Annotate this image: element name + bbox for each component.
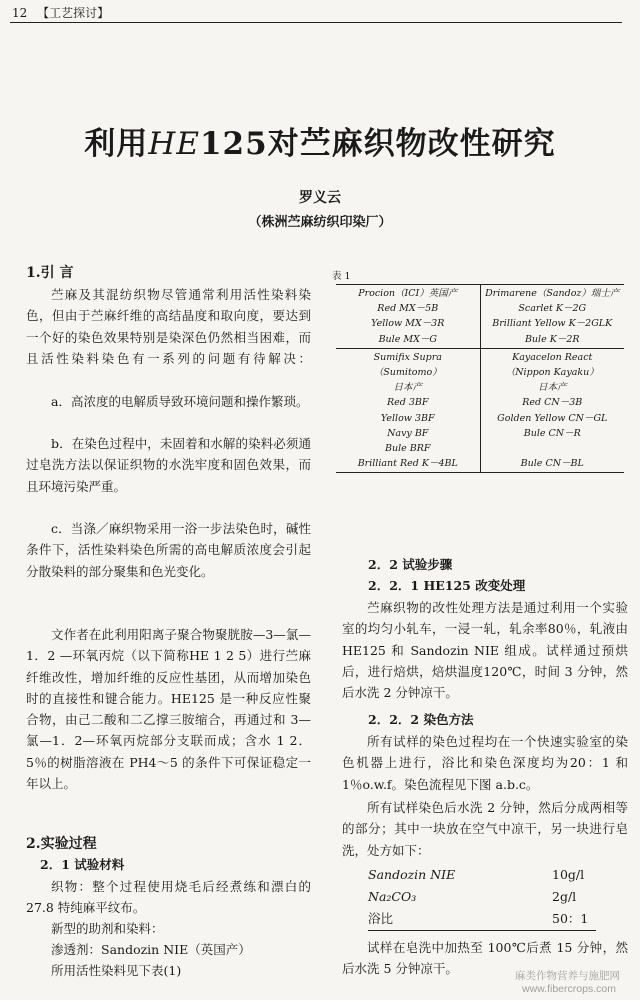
recipe-row: Na₂CO₃ 2g/l [368,889,577,904]
materials-fabric: 织物：整个过程使用烧毛后经煮练和漂白的 27.8 特纯麻平纹布。 [26,879,311,916]
watermark-url: www.fibercrops.com [522,983,616,995]
section-label: 【工艺探讨】 [37,6,110,20]
table-cell-procion: Procion（ICI）英国产 Red MX－5B Yellow MX－3R Bule MX－G [336,285,480,349]
recipe-row: 浴比 50：1 [368,911,589,926]
section-2-2-1-heading: 2．2．1 HE125 改变处理 [368,578,526,593]
article-title: 利用HE125对苎麻织物改性研究 [84,126,556,162]
reactive-dye-table [336,284,624,473]
modification-paragraph: 苎麻织物的改性处理方法是通过利用一个实验室的均匀小轧车，一浸一轧，轧余率80％，轧液由 HE125 和 Sandozin NIE 组成。试样通过预烘后，进行焙烘，焙烘温度120℃，时间 3 分钟，然后水洗 2 分钟凉干。 [342,600,628,701]
author-name: 罗义云 [299,190,341,206]
table-cell-sumifix: Sumifix Supra （Sumitomo） 日本产 Red 3BF Yellow 3BF Navy BF Bule BRF Brilliant Red K－4BL [336,348,480,473]
intro-hecompound-paragraph: 文作者在此利用阳离子聚合物聚胱胺—3—氯—1．2 —环氧丙烷（以下简称HE 1 2 5）进行苎麻纤维改性，增加纤维的反应性基团，从而增加染色时的直接性和键合能力。HE125 是一种反应性聚合物，由己二酸和二乙撑三胺缩合，再通过和 3—氯—1．2—环氧丙烷部分支联而成；含水 1 2．5％的树脂溶液在 PH4～5 的条件下可保证稳定一年以上。 [26,627,311,792]
table-cell-drimarene: Drimarene（Sandoz）瑞士产 Scarlet K－2G Brilliant Yellow K－2GLK Bule K－2R [480,285,624,349]
recipe-row: Sandozin NIE 10g/l [368,867,585,882]
section-2-2-2-heading: 2．2．2 染色方法 [368,712,474,727]
intro-item-c: c．当涤／麻织物采用一浴一步法染色时，碱性条件下，活性染料染色所需的高电解质浓度会引起分散染料的部分聚集和色光变化。 [26,521,311,579]
section-1-heading: 1.引 言 [26,265,74,281]
materials-auxiliaries: 新型的助剂和染料： [51,921,164,936]
soaping-recipe [368,864,628,931]
table-row [336,285,624,349]
table-row [336,348,624,473]
table-cell-kayacelon: Kayacelon React （Nippon Kayaku） 日本产 Red CN－3B Golden Yellow CN－GL Bule CN－R Bule CN－BL [480,348,624,473]
section-2-2-heading: 2．2 试验步骤 [368,557,453,572]
table-caption: 表 1 [332,271,351,282]
materials-penetrant: 渗透剂：Sandozin NIE（英国产） [51,942,251,957]
running-header [12,4,109,21]
page-number: 12 [12,6,28,20]
final-paragraph: 试样在皂洗中加热至 100℃后煮 15 分钟，然后水洗 5 分钟凉干。 [342,940,628,977]
section-2-1-heading: 2．1 试验材料 [40,857,125,872]
intro-paragraph: 苎麻及其混纺织物尽管通常利用活性染料染色，但由于苎麻纤维的高结晶度和取向度，要达到一个好的染色效果特别是染深色仍然相当困难，而且活性染料染色有一系列的问题有待解决： [26,287,311,366]
header-rule [10,22,622,23]
intro-item-a: a．高浓度的电解质导致环境问题和操作繁琐。 [51,394,309,409]
recipe-underline [368,930,596,931]
intro-item-b: b．在染色过程中，未固着和水解的染料必须通过皂洗方法以保证织物的水洗牢度和固色效果，而且环境污染严重。 [26,436,311,494]
materials-dyes-note: 所用活性染料见下表(1) [51,963,182,978]
watermark-title: 麻类作物营养与施肥网 [515,970,620,982]
section-2-heading: 2.实验过程 [26,836,97,852]
dyeing-method-paragraph: 所有试样的染色过程均在一个快速实验室的染色机器上进行，浴比和染色深度均为20：1 和 1％o.w.f。染色流程见下图 a.b.c。 [342,734,628,792]
author-affiliation: （株洲苎麻纺织印染厂） [248,215,392,230]
soaping-paragraph: 所有试样染色后水洗 2 分钟，然后分成两相等的部分；其中一块放在空气中凉干，另一块进行皂洗，处方如下： [342,800,628,858]
